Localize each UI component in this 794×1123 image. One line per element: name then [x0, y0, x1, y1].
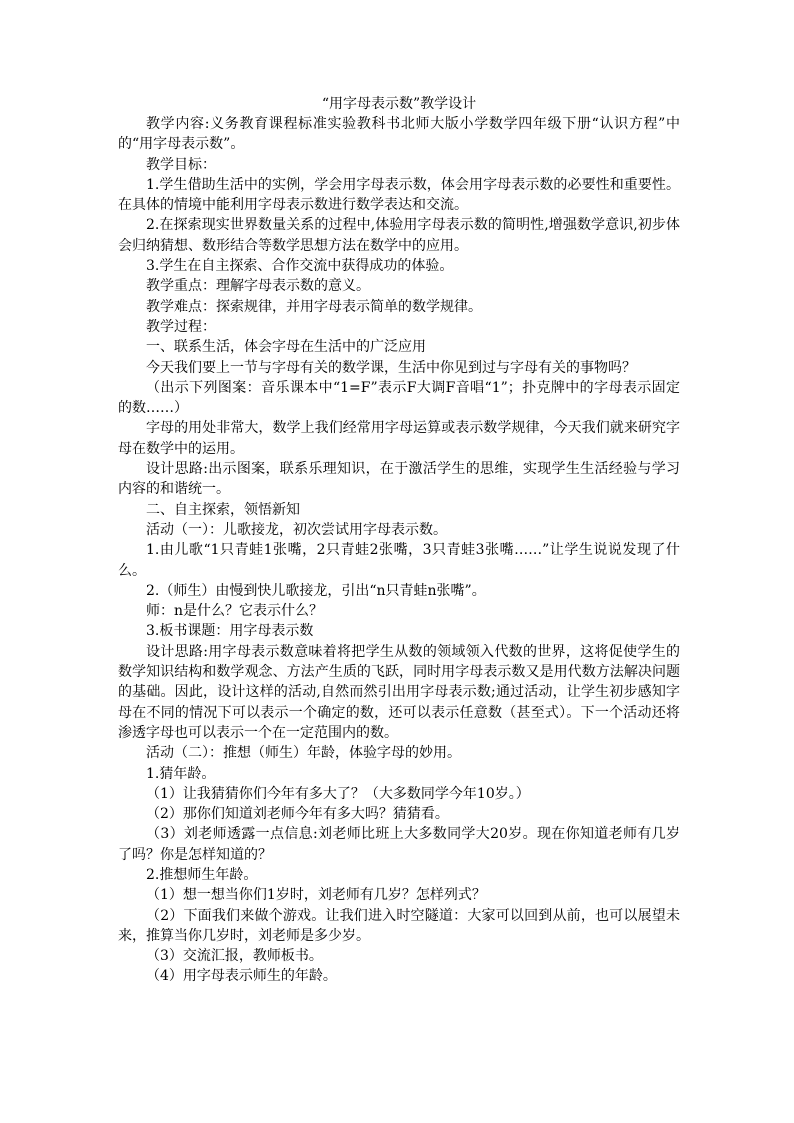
section-1-heading: 一、联系生活，体会字母在生活中的广泛应用 — [146, 339, 426, 356]
section-1-examples: （出示下列图案：音乐课本中“1=F”表示F大调F音唱“1”；扑克牌中的字母表示固定的数……） — [118, 379, 680, 417]
activity-2-step-1-q2: （2）那你们知道刘老师今年有多大吗？猜猜看。 — [146, 806, 449, 823]
document-title: “用字母表示数”教学设计 — [321, 96, 477, 112]
section-1-explanation: 字母的用处非常大，数学上我们经常用字母运算或表示数学规律，今天我们就来研究字母在数学中的运用。 — [118, 420, 680, 457]
teaching-content: 教学内容:义务教育课程标准实验教科书北师大版小学数学四年级下册“认识方程”中的“用字母表示数”。 — [118, 116, 680, 153]
goal-3: 3.学生在自主探索、合作交流中获得成功的体验。 — [146, 258, 454, 275]
activity-2-step-2: 2.推想师生年龄。 — [146, 866, 258, 883]
activity-2-step-1-q3: （3）刘老师透露一点信息:刘老师比班上大多数同学大20岁。现在你知道老师有几岁了吗？你是怎样知道的？ — [118, 826, 680, 863]
section-1-question: 今天我们要上一节与字母有关的数学课，生活中你见到过与字母有关的事物吗？ — [146, 359, 636, 376]
design-idea-2: 设计思路:用字母表示数意味着将把学生从数的领域领入代数的世界，这将促使学生的数学知识结构和数学观念、方法产生质的飞跃，同时用字母表示数又是用代数方法解决问题的基础。因此，设计这样的活动,自然而然引出用字母表示数;通过活动，让学生初步感知字母在不同的情况下可以表示一个确定的数，还可以表示任意数（甚至式）。下一个活动还将渗透字母也可以表示一个在一定范围内的数。 — [118, 643, 680, 741]
goal-1: 1.学生借助生活中的实例，学会用字母表示数，体会用字母表示数的必要性和重要性。在具体的情境中能利用字母表示数进行数学表达和交流。 — [118, 176, 680, 214]
activity-1-teacher-question: 师：n是什么？它表示什么？ — [146, 603, 324, 620]
section-2-heading: 二、自主探索，领悟新知 — [146, 501, 300, 518]
activity-2-heading: 活动（二）：推想（师生）年龄，体验字母的妙用。 — [146, 745, 461, 762]
activity-2-step-2-q3: （3）交流汇报，教师板书。 — [146, 948, 323, 965]
activity-2-step-2-q2: （2）下面我们来做个游戏。让我们进入时空隧道：大家可以回到从前，也可以展望未来，推算当你几岁时，刘老师是多少岁。 — [118, 907, 680, 944]
activity-2-step-2-q4: （4）用字母表示师生的年龄。 — [146, 968, 337, 985]
goal-2: 2.在探索现实世界数量关系的过程中,体验用字母表示数的简明性,增强数学意识,初步体会归纳猜想、数形结合等数学思想方法在数学中的应用。 — [118, 217, 680, 254]
key-point: 教学重点：理解字母表示数的意义。 — [146, 278, 370, 295]
activity-2-step-2-q1: （1）想一想当你们1岁时，刘老师有几岁？怎样列式？ — [146, 887, 486, 904]
document-page — [118, 94, 680, 987]
activity-2-step-1-q1: （1）让我猜猜你们今年有多大了？（大多数同学今年10岁。） — [146, 785, 530, 802]
design-idea-1: 设计思路:出示图案，联系乐理知识，在于激活学生的思维，实现学生生活经验与学习内容的和谐统一。 — [118, 461, 680, 498]
activity-1-step-1: 1.由儿歌“1只青蛙1张嘴，2只青蛙2张嘴，3只青蛙3张嘴……”让学生说说发现了什么。 — [118, 542, 680, 579]
activity-2-step-1: 1.猜年龄。 — [146, 765, 216, 782]
activity-1-heading: 活动（一）：儿歌接龙，初次尝试用字母表示数。 — [146, 521, 447, 538]
teaching-goals-heading: 教学目标： — [146, 156, 216, 173]
difficult-point: 教学难点：探索规律，并用字母表示简单的数学规律。 — [146, 298, 482, 315]
activity-1-step-3: 3.板书课题：用字母表示数 — [146, 623, 314, 640]
process-heading: 教学过程： — [146, 318, 216, 335]
activity-1-step-2: 2.（师生）由慢到快儿歌接龙，引出“n只青蛙n张嘴”。 — [146, 582, 486, 599]
